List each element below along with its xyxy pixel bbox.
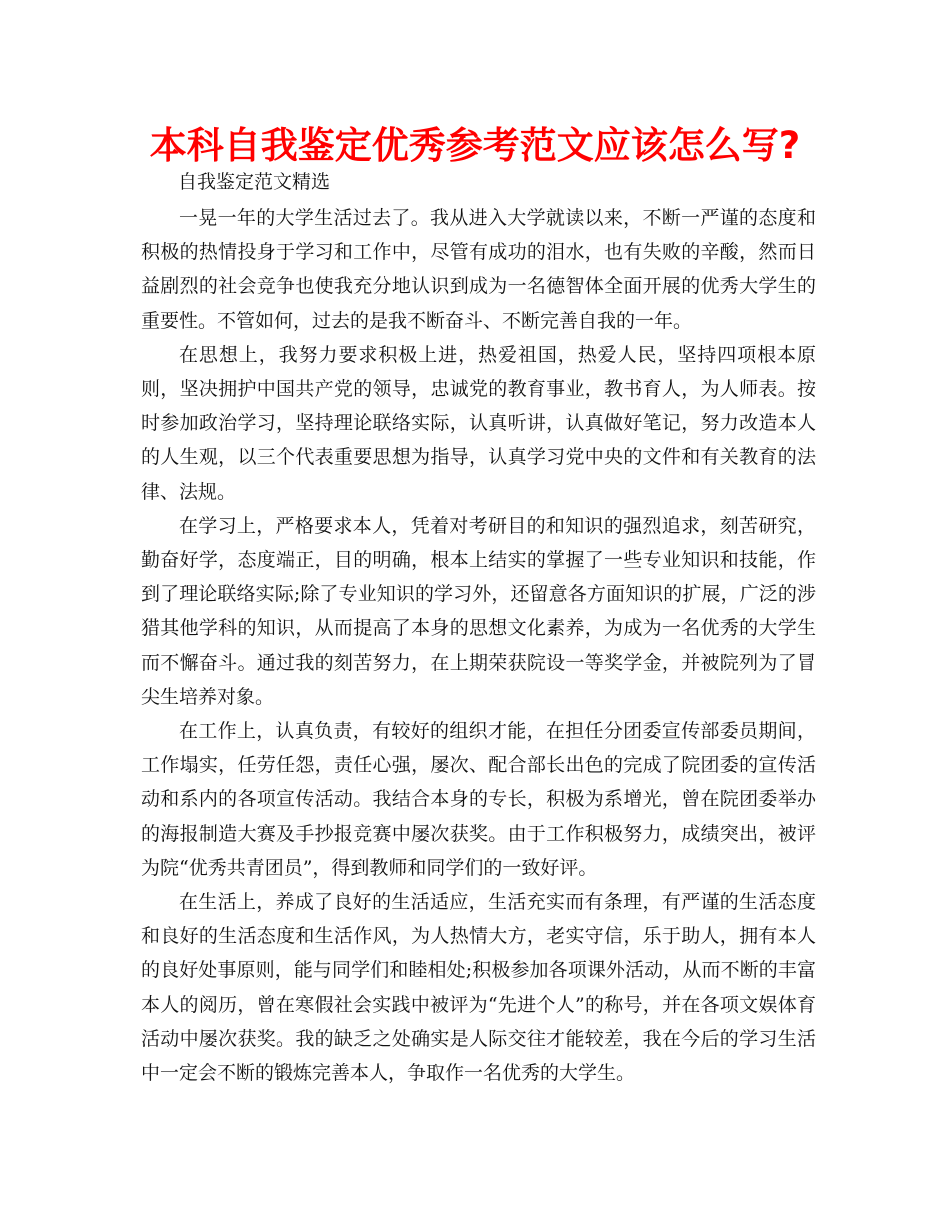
- document-title: 本科自我鉴定优秀参考范文应该怎么写?: [149, 124, 801, 167]
- paragraph-work: 在工作上，认真负责，有较好的组织才能，在担任分团委宣传部委员期间，工作塌实，任劳任怨，责任心强，屡次、配合部长出色的完成了院团委的宣传活动和系内的各项宣传活动。我结合本身的专长，积极为系增光，曾在院团委举办的海报制造大赛及手抄报竞赛中屡次获奖。由于工作积极努力，成绩突出，被评为院“优秀共青团员”，得到教师和同学们的一致好评。: [141, 720, 816, 879]
- document-subtitle: 自我鉴定范文精选: [178, 171, 331, 193]
- paragraph-study: 在学习上，严格要求本人，凭着对考研目的和知识的强烈追求，刻苦研究，勤奋好学，态度端正，目的明确，根本上结实的掌握了一些专业知识和技能，作到了理论联络实际;除了专业知识的学习外，还留意各方面知识的扩展，广泛的涉猎其他学科的知识，从而提高了本身的思想文化素养，为成为一名优秀的大学生而不懈奋斗。通过我的刻苦努力，在上期荣获院设一等奖学金，并被院列为了冒尖生培养对象。: [141, 514, 816, 708]
- document-body: [141, 201, 816, 1090]
- paragraph-life: 在生活上，养成了良好的生活适应，生活充实而有条理，有严谨的生活态度和良好的生活态度和生活作风，为人热情大方，老实守信，乐于助人，拥有本人的良好处事原则，能与同学们和睦相处;积极参加各项课外活动，从而不断的丰富本人的阅历，曾在寒假社会实践中被评为“先进个人”的称号，并在各项文娱体育活动中屡次获奖。我的缺乏之处确实是人际交往才能较差，我在今后的学习生活中一定会不断的锻炼完善本人，争取作一名优秀的大学生。: [141, 891, 816, 1085]
- paragraph-intro: 一晃一年的大学生活过去了。我从进入大学就读以来，不断一严谨的态度和积极的热情投身于学习和工作中，尽管有成功的泪水，也有失败的辛酸，然而日益剧烈的社会竞争也使我充分地认识到成为一名德智体全面开展的优秀大学生的重要性。不管如何，过去的是我不断奋斗、不断完善自我的一年。: [141, 207, 816, 332]
- paragraph-thought: 在思想上，我努力要求积极上进，热爱祖国，热爱人民，坚持四项根本原则，坚决拥护中国共产党的领导，忠诚党的教育事业，教书育人，为人师表。按时参加政治学习，坚持理论联络实际，认真听讲，认真做好笔记，努力改造本人的人生观，以三个代表重要思想为指导，认真学习党中央的文件和有关教育的法律、法规。: [141, 343, 816, 503]
